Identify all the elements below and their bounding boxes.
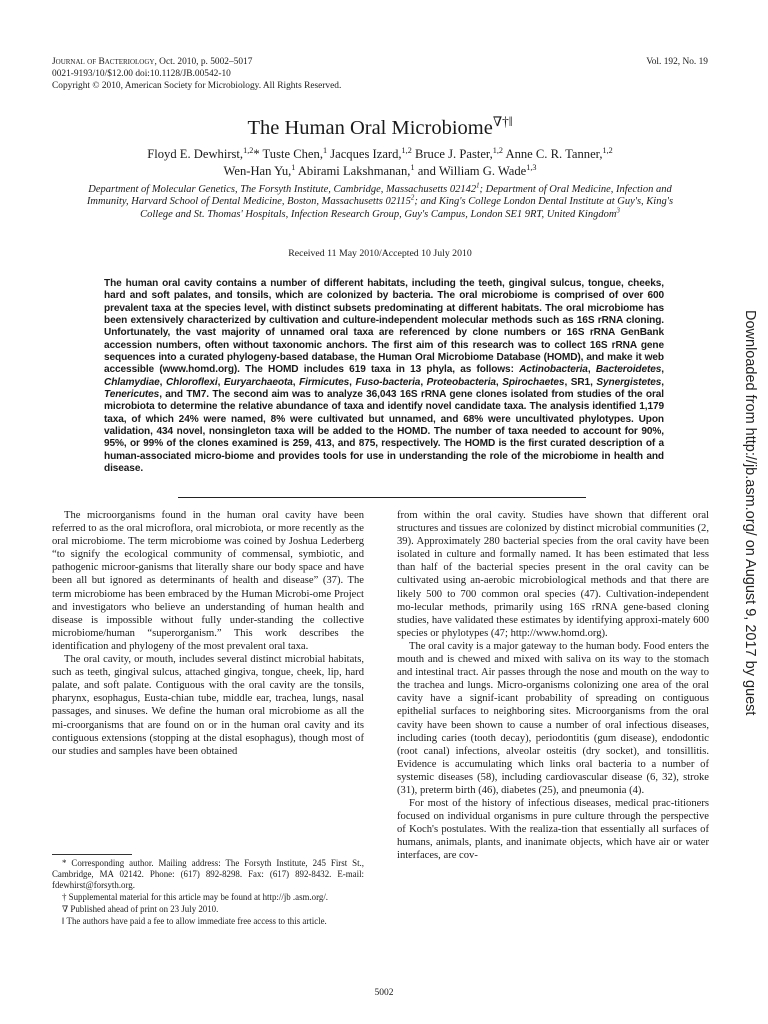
body-paragraph: The oral cavity, or mouth, includes several distinct microbial habitats, such as teeth, gingival sulcus, attached gingiva, tongue, cheek, lip, hard palate, and soft palate. Contiguous with the oral cavity are the tonsils, pharynx, esophagus, Eusta-chian tube, middle ear, trachea, lungs, nasal passages, and sinuses. We define the human oral microbiome as all the mi-croorganisms that are found on or in the human oral cavity and its contiguous extensions (stopping at the distal esophagus), though most of our studies and samples have been obtained [52,654,364,757]
phylum-name: Euryarchaeota [223,376,293,388]
received-dates: Received 11 May 2010/Accepted 10 July 2010 [288,248,472,259]
body-column-right [397,509,709,863]
phylum-name: Tenericutes [104,389,160,401]
author: Wen-Han Yu,$^1$ [223,162,296,178]
page-number: 5002 [374,988,394,998]
volume-issue: Vol. 192, No. 19 [646,57,708,67]
journal-header [52,56,341,92]
author: Bruce J. Paster,$^{1,2}$ [414,145,504,161]
phylum-name: Fuso-bacteria [355,376,421,388]
journal-citation [52,56,341,68]
body-paragraph: from within the oral cavity. Studies have shown that different oral structures and tissues are colonized by distinct microbial communities (2, 39). Approximately 280 bacterial species from the oral cavity have been isolated in culture and formally named. It has been estimated that less than half of the bacterial species present in the oral cavity can be cultivated using an-aerobic microbiological methods and that there are likely 500 to 700 common oral species (47). Cultivation-independent mo-lecular methods, primarily using 16S rRNA gene-based cloning studies, have validated these estimates by identifying approxi-mately 600 species or phylotypes (47; http://www.homd.org). [397,510,709,639]
author: William G. Wade$^{1,3}$ [438,162,537,178]
author-list [52,146,708,180]
footnote: ‖ The authors have paid a fee to allow immediate free access to this article. [62,915,327,926]
phylum-name: Bacteroidetes [595,364,662,376]
affiliations: Department of Molecular Genetics, The Forsyth Institute, Cambridge, Massachusetts 02142$^1$; Department of Oral Medicine, Infection and Immunity, Harvard School of Dental Medicine, Boston, Massachusetts 02115$^2$; and King's College London Dental Institute at Guy's, King's College and St. Thomas' Hospitals, Infection Research Group, Guy's Campus, London SE1 9RT, United Kingdom$^3$ [86,182,674,220]
body-paragraph: The oral cavity is a major gateway to the human body. Food enters the mouth and is chewed and mixed with saliva on its way to the stomach and intestinal tract. Air passes through the nose and mouth on the way to the trachea and lungs. Micro-organisms colonizing one area of the oral cavity have a signif-icant probability of spreading on contiguous epithelial surfaces to neighboring sites. Microorganisms from the oral cavity have been shown to cause a number of oral infectious diseases, including caries (tooth decay), periodontitis (gum disease), endodontic (root canal) infections, alveolar osteitis (dry socket), and tonsillitis. Evidence is accumulating which links oral bacteria to a number of systemic diseases (58), including cardiovascular disease (6, 32), stroke (31), preterm birth (46), diabetes (25), and pneumonia (4). [397,640,709,796]
title-footnote-marks: ∇†‖ [492,114,513,130]
author: Abirami Lakshmanan,$^1$ and [297,162,439,178]
author: Tuste Chen,$^1$ [262,145,328,161]
footnote-divider [52,854,132,855]
phylum-name: Actinobacteria [519,364,588,376]
abstract: The human oral cavity contains a number of different habitats, including the teeth, gingival sulcus, tongue, cheeks, hard and soft palates, and tonsils, which are colonized by bacteria. The oral microbiome is comprised of over 600 prevalent taxa at the species level, with distinct subsets predominating at different habitats. The oral microbiome has been extensively characterized by cultivation and culture-independent molecular methods such as 16S rRNA cloning. Unfortunately, the vast majority of unnamed oral taxa are referenced by clone numbers or 16S rRNA GenBank accession numbers, often without taxonomic anchors. The first aim of this research was to collect 16S rRNA gene sequences into a curated phylogeny-based database, the Human Oral Microbiome Database (HOMD), and make it web accessible (www.homd.org). The HOMD includes 619 taxa in 13 phyla, as follows: Actinobacteria, Bacteroidetes, Chlamydiae, Chloroflexi, Euryarchaeota, Firmicutes, Fuso-bacteria, Proteobacteria, Spirochaetes, SR1, Synergistetes, Tenericutes, and TM7. The second aim was to analyze 36,043 16S rRNA gene clones isolated from studies of the oral microbiota to determine the relative abundance of taxa and identify novel candidate taxa. The analysis identified 1,179 taxa, of which 24% were named, 8% were cultivated but unnamed, and 68% were uncultivated phylotypes. Upon validation, 434 novel, nonsingleton taxa will be added to the HOMD. The number of taxa needed to account for 90%, 95%, or 99% of the clones examined is 259, 413, and 875, respectively. The HOMD is the first curated description of a human-associated micro-biome and provides tools for use in understanding the role of the microbiome in health and disease. [104,278,664,475]
body-paragraph: For most of the history of infectious diseases, medical prac-titioners focused on individual organisms in pure culture through the perspective of Koch's postulates. With the realiza-tion that essentially all surfaces of humans, animals, plants, and inanimate objects, which have air or water interfaces, are cov- [397,798,709,862]
issn-doi: 0021-9193/10/$12.00 doi:10.1128/JB.00542-10 [52,69,231,79]
phylum-name: Firmicutes [299,376,350,388]
footnote: ∇ Published ahead of print on 23 July 2010. [62,903,219,914]
phylum-name: Chloroflexi [165,376,218,388]
footnotes [52,858,364,927]
footnote: † Supplemental material for this article may be found at http://jb .asm.org/. [62,891,329,902]
phylum-name: Proteobacteria [426,376,496,388]
author: Floyd E. Dewhirst,$^{1,2}$* [147,145,263,161]
journal-name: Journal of Bacteriology [52,57,155,67]
paper-title-text: The Human Oral Microbiome [247,117,493,139]
phylum-name: Synergistetes [596,376,662,388]
footnote: * Corresponding author. Mailing address: The Forsyth Institute, 245 First St., Cambridge, MA 02142. Phone: (617) 892-8298. Fax: (617) 892-8432. E-mail: fdewhirst@forsyth.org. [52,858,364,890]
download-watermark: Downloaded from http://jb.asm.org/ on August 9, 2017 by guest [742,310,758,716]
author: Jacques Izard,$^{1,2}$ [330,145,412,161]
copyright: Copyright © 2010, American Society for Microbiology. All Rights Reserved. [52,81,342,91]
journal-date-pages: , Oct. 2010, p. 5002–5017 [154,57,253,67]
author: Anne C. R. Tanner,$^{1,2}$ [505,145,613,161]
body-paragraph: The microorganisms found in the human oral cavity have been referred to as the oral microflora, oral microbiota, or more recently as the oral microbiome. The term microbiome was coined by Joshua Lederberg “to signify the ecological community of commensal, symbiotic, and pathogenic microor-ganisms that literally share our body space and have been all but ignored as determinants of health and disease” (37). The term microbiome has been embraced by the Human Microbi-ome Project and investigators who believe an understanding of human health and disease is impossible without fully under-standing the collective microbiome/human “superorganism.” This work describes the identification and phylogeny of the most prevalent oral taxa. [52,510,364,652]
paper-title [52,114,708,140]
phylum-name: Chlamydiae [104,376,160,388]
phylum-name: Spirochaetes [502,376,565,388]
body-column-left [52,509,364,758]
abstract-divider [178,497,586,498]
